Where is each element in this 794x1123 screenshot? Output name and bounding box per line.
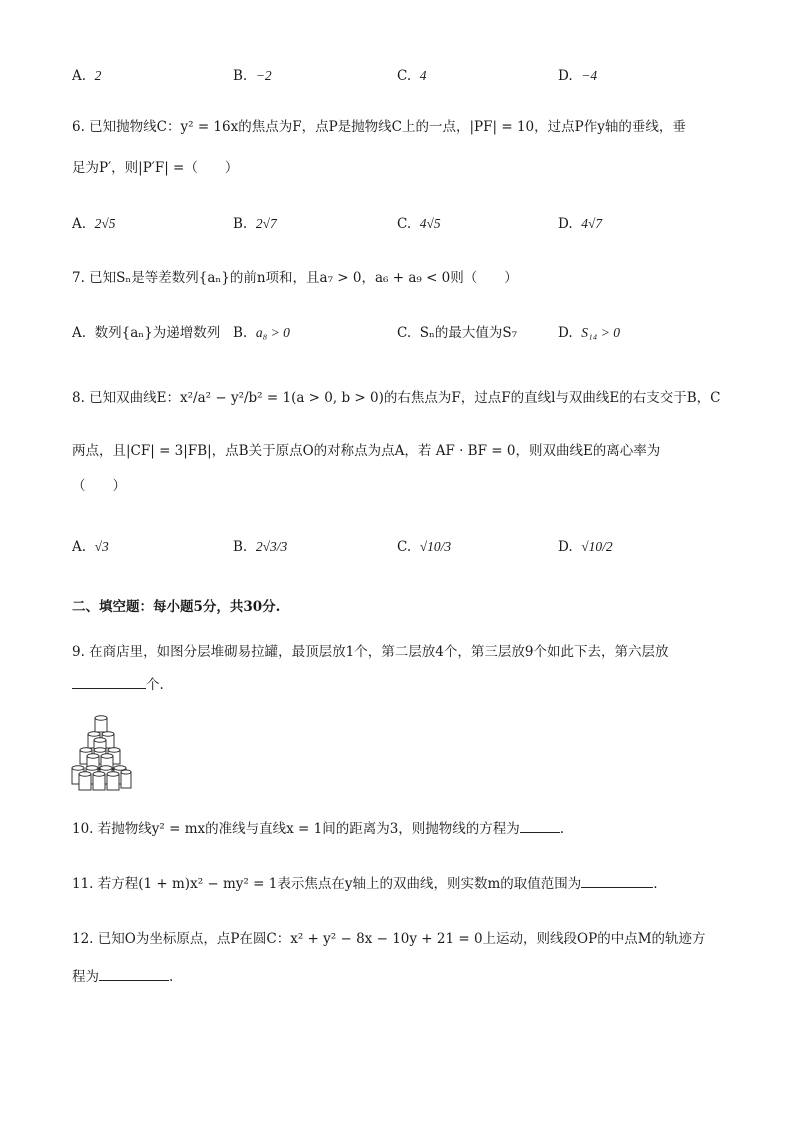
q8-stem-line2: 两点，且|CF| = 3|FB|，点B关于原点O的对称点为点A，若 AF · BF = 0，则双曲线E的离心率为 — [72, 443, 661, 459]
q9-stem-line1: 9. 在商店里，如图分层堆砌易拉罐，最顶层放1个，第二层放4个，第三层放9个如此下去，第六层放 — [72, 644, 669, 660]
q8-stem-line3: （ ） — [72, 478, 126, 494]
q7-option-c: C. Sₙ的最大值为S₇ — [397, 325, 517, 341]
q6-stem-line1: 6. 已知抛物线C：y² = 16x的焦点为F，点P是抛物线C上的一点，|PF| = 10，过点P作y轴的垂线，垂 — [72, 119, 686, 135]
q12-answer-blank[interactable] — [99, 966, 169, 981]
q7-option-d: D. S₁₄ > 0 — [558, 325, 620, 341]
q11-stem: 11. 若方程(1 + m)x² − my² = 1表示焦点在y轴上的双曲线，则实数m的取值范围为 . — [72, 873, 658, 894]
q10-answer-blank[interactable] — [520, 818, 560, 833]
q8-option-c: C. √10/3 — [397, 539, 452, 555]
q8-option-d: D. √10/2 — [558, 539, 613, 555]
q9-answer-blank[interactable] — [72, 674, 146, 689]
q6-option-c: C. 4√5 — [397, 216, 441, 232]
q9-stem-line2: 个. — [72, 674, 164, 695]
q7-stem: 7. 已知Sₙ是等差数列{aₙ}的前n项和，且a₇ > 0，a₆ + a₉ < 0则（ ） — [72, 270, 518, 286]
q12-stem-line2: 程为 . — [72, 966, 173, 987]
section-heading: 二、填空题：每小题5分，共30分. — [72, 599, 281, 615]
q7-option-a: A. 数列{aₙ}为递增数列 — [72, 325, 221, 341]
q12-stem-line1: 12. 已知O为坐标原点，点P在圆C：x² + y² − 8x − 10y + 21 = 0上运动，则线段OP的中点M的轨迹方 — [72, 931, 706, 947]
q11-answer-blank[interactable] — [581, 873, 653, 888]
q10-stem: 10. 若抛物线y² = mx的准线与直线x = 1间的距离为3，则抛物线的方程为 . — [72, 818, 564, 839]
q8-stem-line1: 8. 已知双曲线E：x²/a² − y²/b² = 1(a > 0, b > 0)的右焦点为F，过点F的直线l与双曲线E的右支交于B，C — [72, 390, 721, 406]
q6-option-a: A. 2√5 — [72, 216, 116, 232]
q8-option-a: A. √3 — [72, 539, 109, 555]
q5-option-c: C. 4 — [397, 68, 427, 84]
q6-stem-line2: 足为P′，则|P′F| =（ ） — [72, 160, 239, 176]
q5-option-a: A. 2 — [72, 68, 102, 84]
q5-option-b: B. −2 — [233, 68, 272, 84]
q8-option-b: B. 2√3/3 — [233, 539, 288, 555]
q7-option-b: B. a₈ > 0 — [233, 325, 290, 341]
q5-option-d: D. −4 — [558, 68, 598, 84]
q6-option-b: B. 2√7 — [233, 216, 277, 232]
q6-option-d: D. 4√7 — [558, 216, 603, 232]
can-stack-figure — [70, 714, 134, 792]
